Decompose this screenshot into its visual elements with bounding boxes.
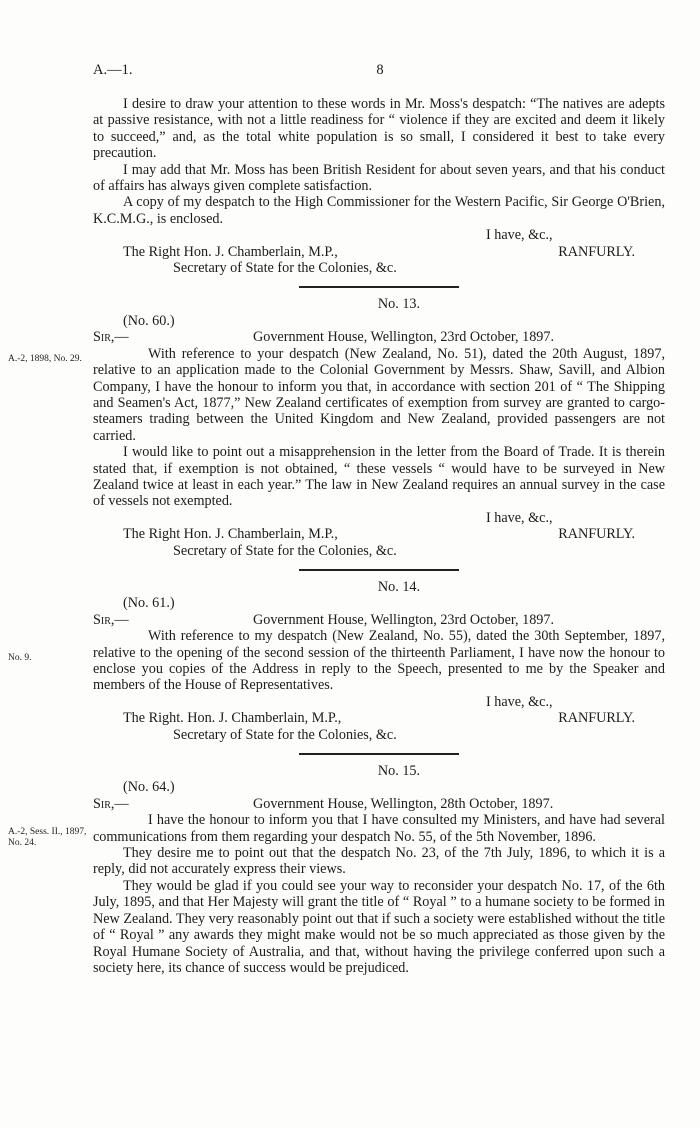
margin-note-15: A.-2, Sess. II., 1897, No. 24. (8, 827, 87, 848)
paragraph: I would like to point out a misapprehension in the letter from the Board of Trade. It is therein stated that, if exemption is not obtained, “ these vessels “ would have to be surveyed in New Zealand twice at least in each year.” The law in New Zealand requires an annual survey in the case of vessels not exempted. (93, 444, 665, 510)
document-body (93, 96, 665, 976)
closing: I have, &c., (486, 693, 553, 710)
section-code: A.—1. (93, 62, 133, 78)
paragraph: I desire to draw your attention to these words in Mr. Moss's despatch: “The natives are adepts at passive resistance, with not a little readiness for “ violence if they are excited and deem it likely to succeed,” and, as the total white population is so small, I considered it best to take every precaution. (93, 96, 665, 162)
reference-number: (No. 60.) (123, 312, 175, 329)
letter-no-14 (93, 569, 665, 743)
paragraph: I have the honour to inform you that I have consulted my Ministers, and have had several communications from them regarding your despatch No. 55, of the 5th November, 1896. (93, 812, 665, 845)
signature: RANFURLY. (558, 243, 635, 260)
paragraph: They desire me to point out that the despatch No. 23, of the 7th July, 1896, to which it is a reply, did not accurately express their views. (93, 845, 665, 878)
closing: I have, &c., (486, 509, 553, 526)
place-date: Government House, Wellington, 23rd October, 1897. (253, 329, 555, 346)
addressee-title: Secretary of State for the Colonies, &c. (173, 260, 397, 277)
intro-letter-end (93, 96, 665, 276)
paragraph: A copy of my despatch to the High Commissioner for the Western Pacific, Sir George O'Brien, K.C.M.G., is enclosed. (93, 194, 665, 227)
divider (299, 569, 459, 571)
addressee: The Right Hon. J. Chamberlain, M.P., (123, 526, 338, 543)
place-date: Government House, Wellington, 28th October, 1897. (253, 795, 554, 812)
divider (299, 286, 459, 288)
divider (299, 753, 459, 755)
place-date: Government House, Wellington, 23rd October, 1897. (253, 611, 555, 628)
signature: RANFURLY. (558, 710, 635, 727)
salutation: Sir,— (93, 795, 129, 812)
reference-number: (No. 61.) (123, 595, 175, 612)
salutation: Sir,— (93, 329, 129, 346)
paragraph: They would be glad if you could see your way to reconsider your despatch No. 17, of the 6th July, 1895, and that Her Majesty will grant the title of “ Royal ” to a humane society to be formed in New Zealand. They very reasonably point out that if such a society were established without the title of “ Royal ” any awards they might make would not be so much appreciated as those given by the Royal Humane Society of Australia, and that, without having the privilege conferred upon such a society here, its chance of success would be prejudiced. (93, 877, 665, 976)
margin-note-14: No. 9. (8, 653, 32, 663)
margin-note-13: A.-2, 1898, No. 29. (8, 354, 82, 364)
page-number: 8 (376, 62, 384, 78)
letter-no-13 (93, 286, 665, 559)
letter-no-15 (93, 753, 665, 976)
letter-number: No. 13. (377, 296, 421, 313)
reference-number: (No. 64.) (123, 779, 175, 796)
paragraph: With reference to my despatch (New Zealand, No. 55), dated the 30th September, 1897, relative to the opening of the second session of the thirteenth Parliament, I have now the honour to enclose you copies of the Address in reply to the Speech, presented to me by the Speaker and members of the House of Representatives. (93, 628, 665, 694)
addressee-title: Secretary of State for the Colonies, &c. (173, 542, 397, 559)
closing: I have, &c., (486, 227, 553, 244)
addressee: The Right. Hon. J. Chamberlain, M.P., (123, 710, 342, 727)
paragraph: With reference to your despatch (New Zealand, No. 51), dated the 20th August, 1897, relative to an application made to the Colonial Government by Messrs. Shaw, Savill, and Albion Company, I have the honour to inform you that, in accordance with section 201 of “ The Shipping and Seamen's Act, 1877,” New Zealand certificates of exemption from survey are granted to cargo-steamers trading between the United Kingdom and New Zealand, provided passengers are not carried. (93, 345, 665, 444)
salutation: Sir,— (93, 611, 129, 628)
addressee-title: Secretary of State for the Colonies, &c. (173, 726, 397, 743)
addressee: The Right Hon. J. Chamberlain, M.P., (123, 243, 338, 260)
letter-number: No. 14. (377, 578, 421, 595)
paragraph: I may add that Mr. Moss has been British Resident for about seven years, and that his conduct of affairs has always given complete satisfaction. (93, 161, 665, 195)
letter-number: No. 15. (377, 763, 421, 780)
signature: RANFURLY. (558, 526, 635, 543)
